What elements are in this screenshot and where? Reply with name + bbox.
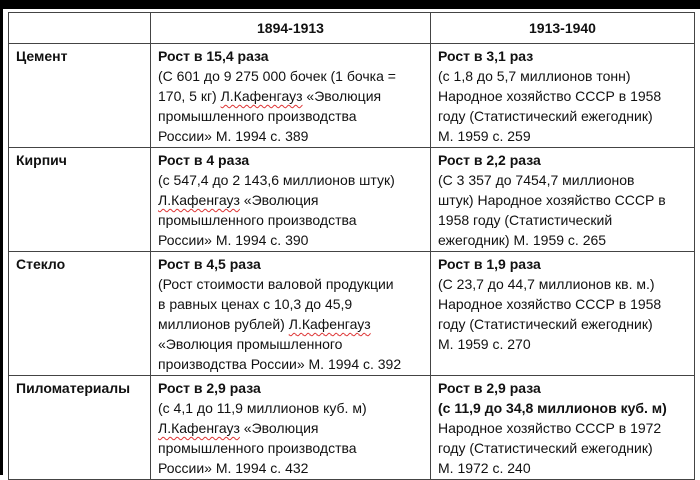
cell-text-line: Народное хозяйство СССР в 1958 [438, 88, 662, 104]
row-material-name: Пиломатериалы [9, 376, 151, 480]
table-cell-c2 [431, 44, 695, 148]
cell-text-line: (С 601 до 9 275 000 бочек (1 бочка = [158, 68, 396, 84]
cell-text-line: (С 23,7 до 44,7 миллионов кв. м.) [438, 276, 655, 292]
header-row [9, 13, 695, 44]
cell-text-line: М. 1959 с. 270 [438, 336, 531, 352]
cell-text-line: в равных ценах с 10,3 до 45,9 [158, 296, 353, 312]
spellcheck-underlined-author: Л.Кафенгауз [220, 88, 303, 104]
cell-text-line: Л.Кафенгауз «Эволюция [158, 192, 319, 208]
growth-detail-bold: (с 11,9 до 34,8 миллионов куб. м) [438, 400, 667, 416]
cell-text-line: (С 3 357 до 7454,7 миллионов [438, 172, 635, 188]
cell-text-line: (с 4,1 до 11,9 миллионов куб. м) [158, 400, 367, 416]
cell-text-line: Народное хозяйство СССР в 1958 [438, 296, 662, 312]
cell-text-line: М. 1972 с. 240 [438, 460, 531, 476]
cell-text-line: году (Статистический ежегодник) [438, 316, 653, 332]
cell-text-line: 1958 году (Статистический [438, 212, 613, 228]
cell-text-line: России» М. 1994 с. 389 [158, 128, 309, 144]
growth-title: Рост в 15,4 раза [158, 48, 269, 64]
growth-title: Рост в 2,9 раза [438, 380, 541, 396]
table-row [9, 44, 695, 148]
table-cell-c1 [151, 376, 431, 480]
production-growth-table [8, 12, 695, 480]
cell-text-line: 170, 5 кг) Л.Кафенгауз «Эволюция [158, 88, 382, 104]
spellcheck-underlined-author: Л.Кафенгауз [158, 420, 240, 436]
growth-title: Рост в 4 раза [158, 152, 250, 168]
table-cell-c1 [151, 148, 431, 252]
cell-text-line: году (Статистический ежегодник) [438, 440, 653, 456]
table-cell-c2 [431, 252, 695, 376]
header-empty [9, 13, 151, 44]
top-black-border [0, 0, 700, 9]
spellcheck-underlined-author: Л.Кафенгауз [288, 316, 371, 332]
cell-text-line: промышленного производства [158, 212, 357, 228]
table-row [9, 148, 695, 252]
growth-title: Рост в 4,5 раза [158, 256, 261, 272]
cell-text-line: ежегодник) М. 1959 с. 265 [438, 232, 607, 248]
cell-text-line: (с 547,4 до 2 143,6 миллионов штук) [158, 172, 395, 188]
cell-text-line: промышленного производства [158, 108, 357, 124]
table-row [9, 252, 695, 376]
cell-text-line: М. 1959 с. 259 [438, 128, 531, 144]
growth-title: Рост в 2,9 раза [158, 380, 261, 396]
growth-title: Рост в 1,9 раза [438, 256, 541, 272]
spellcheck-underlined-author: Л.Кафенгауз [158, 192, 240, 208]
cell-text-line: (Рост стоимости валовой продукции [158, 276, 394, 292]
header-period-1913-1940: 1913-1940 [431, 13, 695, 44]
cell-text-line: промышленного производства [158, 440, 357, 456]
header-period-1894-1913: 1894-1913 [151, 13, 431, 44]
row-material-name: Цемент [9, 44, 151, 148]
cell-text-line: миллионов рублей) Л.Кафенгауз [158, 316, 371, 332]
table-cell-c1 [151, 44, 431, 148]
table-cell-c1 [151, 252, 431, 376]
cell-text-line: «Эволюция промышленного [158, 336, 343, 352]
table-cell-c2 [431, 376, 695, 480]
cell-text-line: производства России» М. 1994 с. 392 [158, 356, 402, 372]
cell-text-line: году (Статистический ежегодник) [438, 108, 653, 124]
cell-text-line: России» М. 1994 с. 390 [158, 232, 309, 248]
cell-text-line: Л.Кафенгауз «Эволюция [158, 420, 319, 436]
cell-text-line: штук) Народное хозяйство СССР в [438, 192, 666, 208]
row-material-name: Кирпич [9, 148, 151, 252]
table-row [9, 376, 695, 480]
growth-title: Рост в 2,2 раза [438, 152, 541, 168]
left-black-border [0, 0, 3, 475]
cell-text-line: России» М. 1994 с. 432 [158, 460, 309, 476]
cell-text-line: Народное хозяйство СССР в 1972 [438, 420, 662, 436]
table-cell-c2 [431, 148, 695, 252]
row-material-name: Стекло [9, 252, 151, 376]
growth-title: Рост в 3,1 раз [438, 48, 534, 64]
cell-text-line: (с 1,8 до 5,7 миллионов тонн) [438, 68, 631, 84]
